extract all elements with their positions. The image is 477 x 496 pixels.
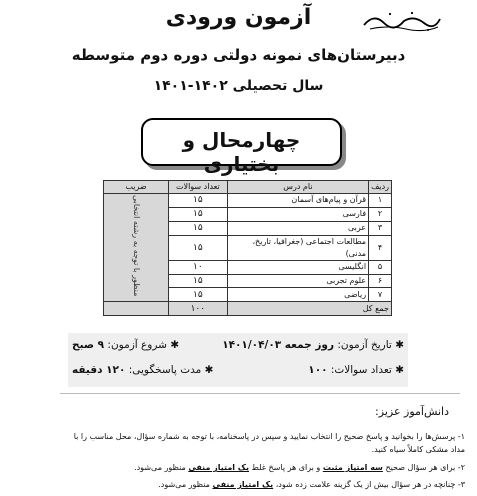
row-idx: ۳ (369, 221, 392, 235)
row-subject: مطالعات اجتماعی (جغرافیا، تاریخ، مدنی) (227, 235, 368, 260)
academic-year: سال تحصیلی ۱۴۰۲-۱۴۰۱ (153, 78, 324, 94)
row-subject: ریاضی (227, 288, 368, 302)
exam-duration (72, 364, 213, 376)
exam-date (222, 339, 404, 351)
bullet-icon: ✱ (170, 339, 180, 351)
rule-2-text-b: و برای هر پاسخ غلط (251, 463, 321, 472)
total-count: ۱۰۰ (169, 302, 228, 316)
exam-info-block (68, 333, 408, 387)
table-header-row (104, 181, 392, 194)
row-subject: انگلیسی (227, 260, 368, 274)
row-subject: عربی (227, 221, 368, 235)
question-count-value: ۱۰۰ (308, 364, 328, 376)
rule-2 (20, 461, 465, 474)
row-subject: فارسی (227, 207, 368, 221)
row-subject: قرآن و پیام‌های آسمان (227, 194, 368, 208)
rule-1 (20, 430, 465, 456)
exam-start-label: شروع آزمون: (107, 339, 167, 351)
row-idx: ۶ (369, 274, 392, 288)
row-idx: ۲ (369, 207, 392, 221)
subjects-table (103, 180, 392, 316)
header-count: تعداد سوالات (169, 181, 228, 194)
exam-title: آزمون ورودی (165, 5, 312, 30)
row-idx: ۱ (369, 194, 392, 208)
rule-3 (20, 478, 465, 491)
exam-duration-value: ۱۲۰ دقیقه (72, 364, 126, 376)
bullet-icon: ✱ (204, 364, 214, 376)
table-row (104, 194, 392, 208)
row-count: ۱۰ (169, 260, 228, 274)
row-count: ۱۵ (169, 288, 228, 302)
rule-1-line-a: ۱- پرسش‌ها را بخوانید و پاسخ صحیح را انتخاب نمایید و سپس در پاسخنامه، با توجه به شماره سؤال، محل مناسب را با (73, 432, 465, 441)
row-count: ۱۵ (169, 221, 228, 235)
province-box (141, 118, 342, 176)
divider (60, 393, 460, 394)
header-coef: ضریب (104, 181, 169, 194)
instructions-greeting: دانش‌آموز عزیز: (375, 405, 449, 418)
rule-3-highlight: یک امتیاز منفی (212, 480, 274, 489)
row-count: ۱۵ (169, 207, 228, 221)
coef-note: منظور با توجه به رشته انتخابی (132, 194, 141, 297)
exam-date-value: روز جمعه ۱۴۰۱/۰۴/۰۳ (222, 339, 334, 351)
total-label: جمع کل (227, 302, 391, 316)
question-count (308, 364, 404, 376)
rule-3-text-b: منظور می‌شود. (158, 480, 210, 489)
exam-duration-label: مدت پاسخگویی: (128, 364, 202, 376)
rule-2-highlight-positive: سه امتیاز مثبت (322, 463, 383, 472)
header-name: نام درس (227, 181, 368, 194)
bullet-icon: ✱ (395, 364, 404, 376)
exam-subtitle: دبیرستان‌های نمونه دولتی دوره دوم متوسطه (71, 46, 406, 64)
row-count: ۱۵ (169, 274, 228, 288)
exam-start-value: ۹ صبح (72, 339, 105, 351)
header-idx: ردیف (369, 181, 392, 194)
row-idx: ۴ (369, 235, 392, 260)
rule-2-text-a: ۲- برای هر سؤال صحیح (385, 463, 465, 472)
coef-cell (104, 194, 169, 302)
row-count: ۱۵ (169, 235, 228, 260)
province-name: چهارمحال و بختیاری (182, 128, 301, 176)
exam-start (72, 339, 179, 351)
exam-date-label: تاریخ آزمون: (337, 339, 392, 351)
question-count-label: تعداد سوالات: (330, 364, 392, 376)
rule-3-text-a: ۳- چنانچه در هر سؤال بیش از یک گزینه علامت زده شود، (275, 480, 465, 489)
rule-1-line-b: مداد مشکی کاملاً سیاه کنید. (371, 445, 465, 454)
bullet-icon: ✱ (395, 339, 404, 351)
row-subject: علوم تجربی (227, 274, 368, 288)
row-idx: ۵ (369, 260, 392, 274)
rule-2-text-c: منظور می‌شود. (134, 463, 186, 472)
rule-2-highlight-negative: یک امتیاز منفی (188, 463, 249, 472)
total-coef-cell (104, 302, 169, 316)
row-count: ۱۵ (169, 194, 228, 208)
total-row (104, 302, 392, 316)
row-idx: ۷ (369, 288, 392, 302)
